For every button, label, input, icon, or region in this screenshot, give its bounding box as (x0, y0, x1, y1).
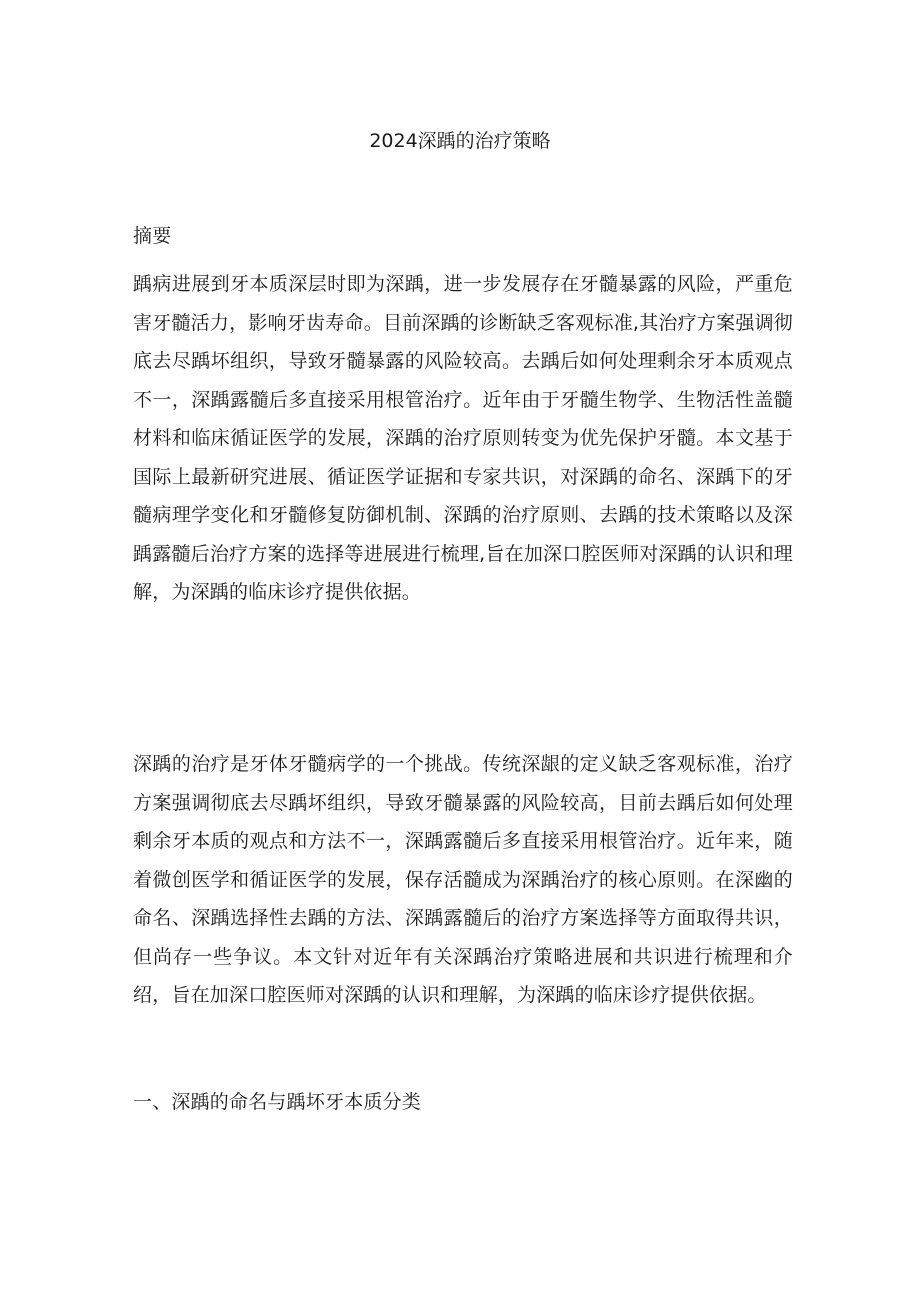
document-title: 2024深踽的治疗策略 (369, 130, 551, 152)
abstract-heading: 摘要 (133, 225, 172, 247)
abstract-paragraph: 踽病进展到牙本质深层时即为深踽，进一步发展存在牙髓暴露的风险，严重危害牙髓活力，影响牙齿寿命。目前深踽的诊断缺乏客观标准,其治疗方案强调彻底去尽踽坏组织，导致牙髓暴露的风险较高。去踽后如何处理剩余牙本质观点不一，深踽露髓后多直接采用根管治疗。近年由于牙髓生物学、生物活性盖髓材料和临床循证医学的发展，深踽的治疗原则转变为优先保护牙髓。本文基于国际上最新研究进展、循证医学证据和专家共识，对深踽的命名、深踽下的牙髓病理学变化和牙髓修复防御机制、深踽的治疗原则、去踽的技术策略以及深踽露髓后治疗方案的选择等进展进行梳理,旨在加深口腔医师对深踽的认识和理解，为深踽的临床诊疗提供依据。 (133, 273, 793, 603)
section-heading-1: 一、深踽的命名与踽坏牙本质分类 (133, 1091, 422, 1113)
intro-paragraph: 深踽的治疗是牙体牙髓病学的一个挑战。传统深龈的定义缺乏客观标准，治疗方案强调彻底去尽踽坏组织，导致牙髓暴露的风险较高，目前去踽后如何处理剩余牙本质的观点和方法不一，深踽露髓后多直接采用根管治疗。近年来，随着微创医学和循证医学的发展，保存活髓成为深踽治疗的核心原则。在深幽的命名、深踽选择性去踽的方法、深踽露髓后的治疗方案选择等方面取得共识，但尚存一些争议。本文针对近年有关深踽治疗策略进展和共识进行梳理和介绍，旨在加深口腔医师对深踽的认识和理解，为深踽的临床诊疗提供依据。 (133, 753, 793, 1006)
